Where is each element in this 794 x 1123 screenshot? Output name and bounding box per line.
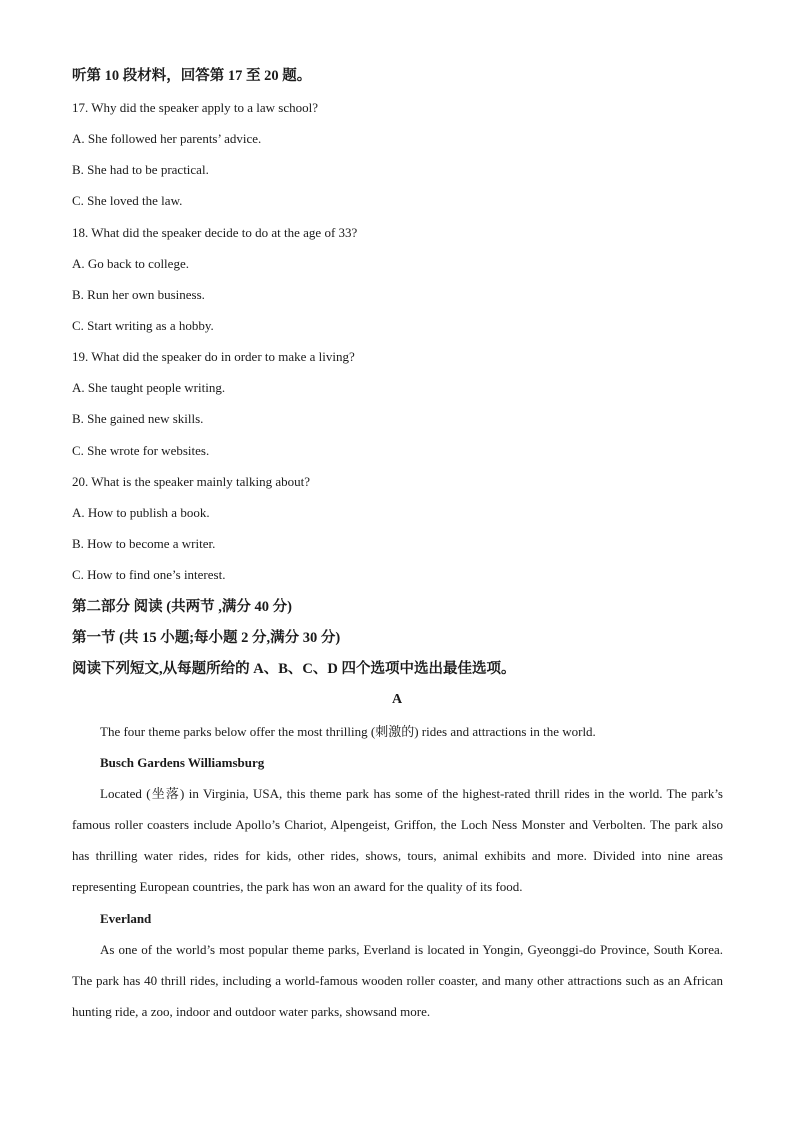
- question-19-option-c: C. She wrote for websites.: [72, 443, 210, 458]
- question-20-stem: 20. What is the speaker mainly talking about?: [72, 474, 311, 489]
- question-17-option-a: A. She followed her parents’ advice.: [72, 131, 262, 146]
- question-18-option-a: A. Go back to college.: [72, 256, 189, 271]
- reading-section-title: 第一节 (共 15 小题;每小题 2 分,满分 30 分): [72, 630, 341, 646]
- question-20-option-c: C. How to find one’s interest.: [72, 567, 226, 582]
- question-17-option-b: B. She had to be practical.: [72, 162, 209, 177]
- question-18-option-c: C. Start writing as a hobby.: [72, 318, 214, 333]
- park-heading-everland: Everland: [100, 911, 152, 926]
- question-18-stem: 18. What did the speaker decide to do at the age of 33?: [72, 225, 358, 240]
- park-paragraph-everland: As one of the world’s most popular theme parks, Everland is located in Yongin, Gyeonggi-do Province, South Korea. The park has 40 thrill rides, including a world-famous wooden roller coaster, and many other attractions such as an African hunting ride, a zoo, indoor and outdoor water parks, showsand more.: [72, 942, 723, 1019]
- passage-intro: The four theme parks below offer the most thrilling (刺激的) rides and attractions in the world.: [100, 724, 596, 739]
- question-17-option-c: C. She loved the law.: [72, 193, 183, 208]
- question-19-stem: 19. What did the speaker do in order to make a living?: [72, 349, 355, 364]
- question-19-option-a: A. She taught people writing.: [72, 380, 226, 395]
- question-20-option-b: B. How to become a writer.: [72, 536, 216, 551]
- reading-part-title: 第二部分 阅读 (共两节 ,满分 40 分): [72, 599, 292, 615]
- listening-instruction: 听第 10 段材料，回答第 17 至 20 题。: [72, 68, 312, 84]
- question-18-option-b: B. Run her own business.: [72, 287, 205, 302]
- passage-label: A: [391, 692, 403, 707]
- park-heading-busch-gardens: Busch Gardens Williamsburg: [100, 755, 265, 770]
- reading-instruction: 阅读下列短文,从每题所给的 A、B、C、D 四个选项中选出最佳选项。: [72, 661, 516, 677]
- question-19-option-b: B. She gained new skills.: [72, 411, 204, 426]
- park-paragraph-busch-gardens: Located (坐落) in Virginia, USA, this theme park has some of the highest-rated thrill rides in the world. The park’s famous roller coasters include Apollo’s Chariot, Alpengeist, Griffon, the Loch Ness Monster and Verbolten. The park also has thrilling water rides, rides for kids, other rides, shows, tours, animal exhibits and more. Divided into nine areas representing European countries, the park has won an award for the quality of its food.: [72, 786, 723, 894]
- question-20-option-a: A. How to publish a book.: [72, 505, 210, 520]
- question-17-stem: 17. Why did the speaker apply to a law school?: [72, 100, 318, 115]
